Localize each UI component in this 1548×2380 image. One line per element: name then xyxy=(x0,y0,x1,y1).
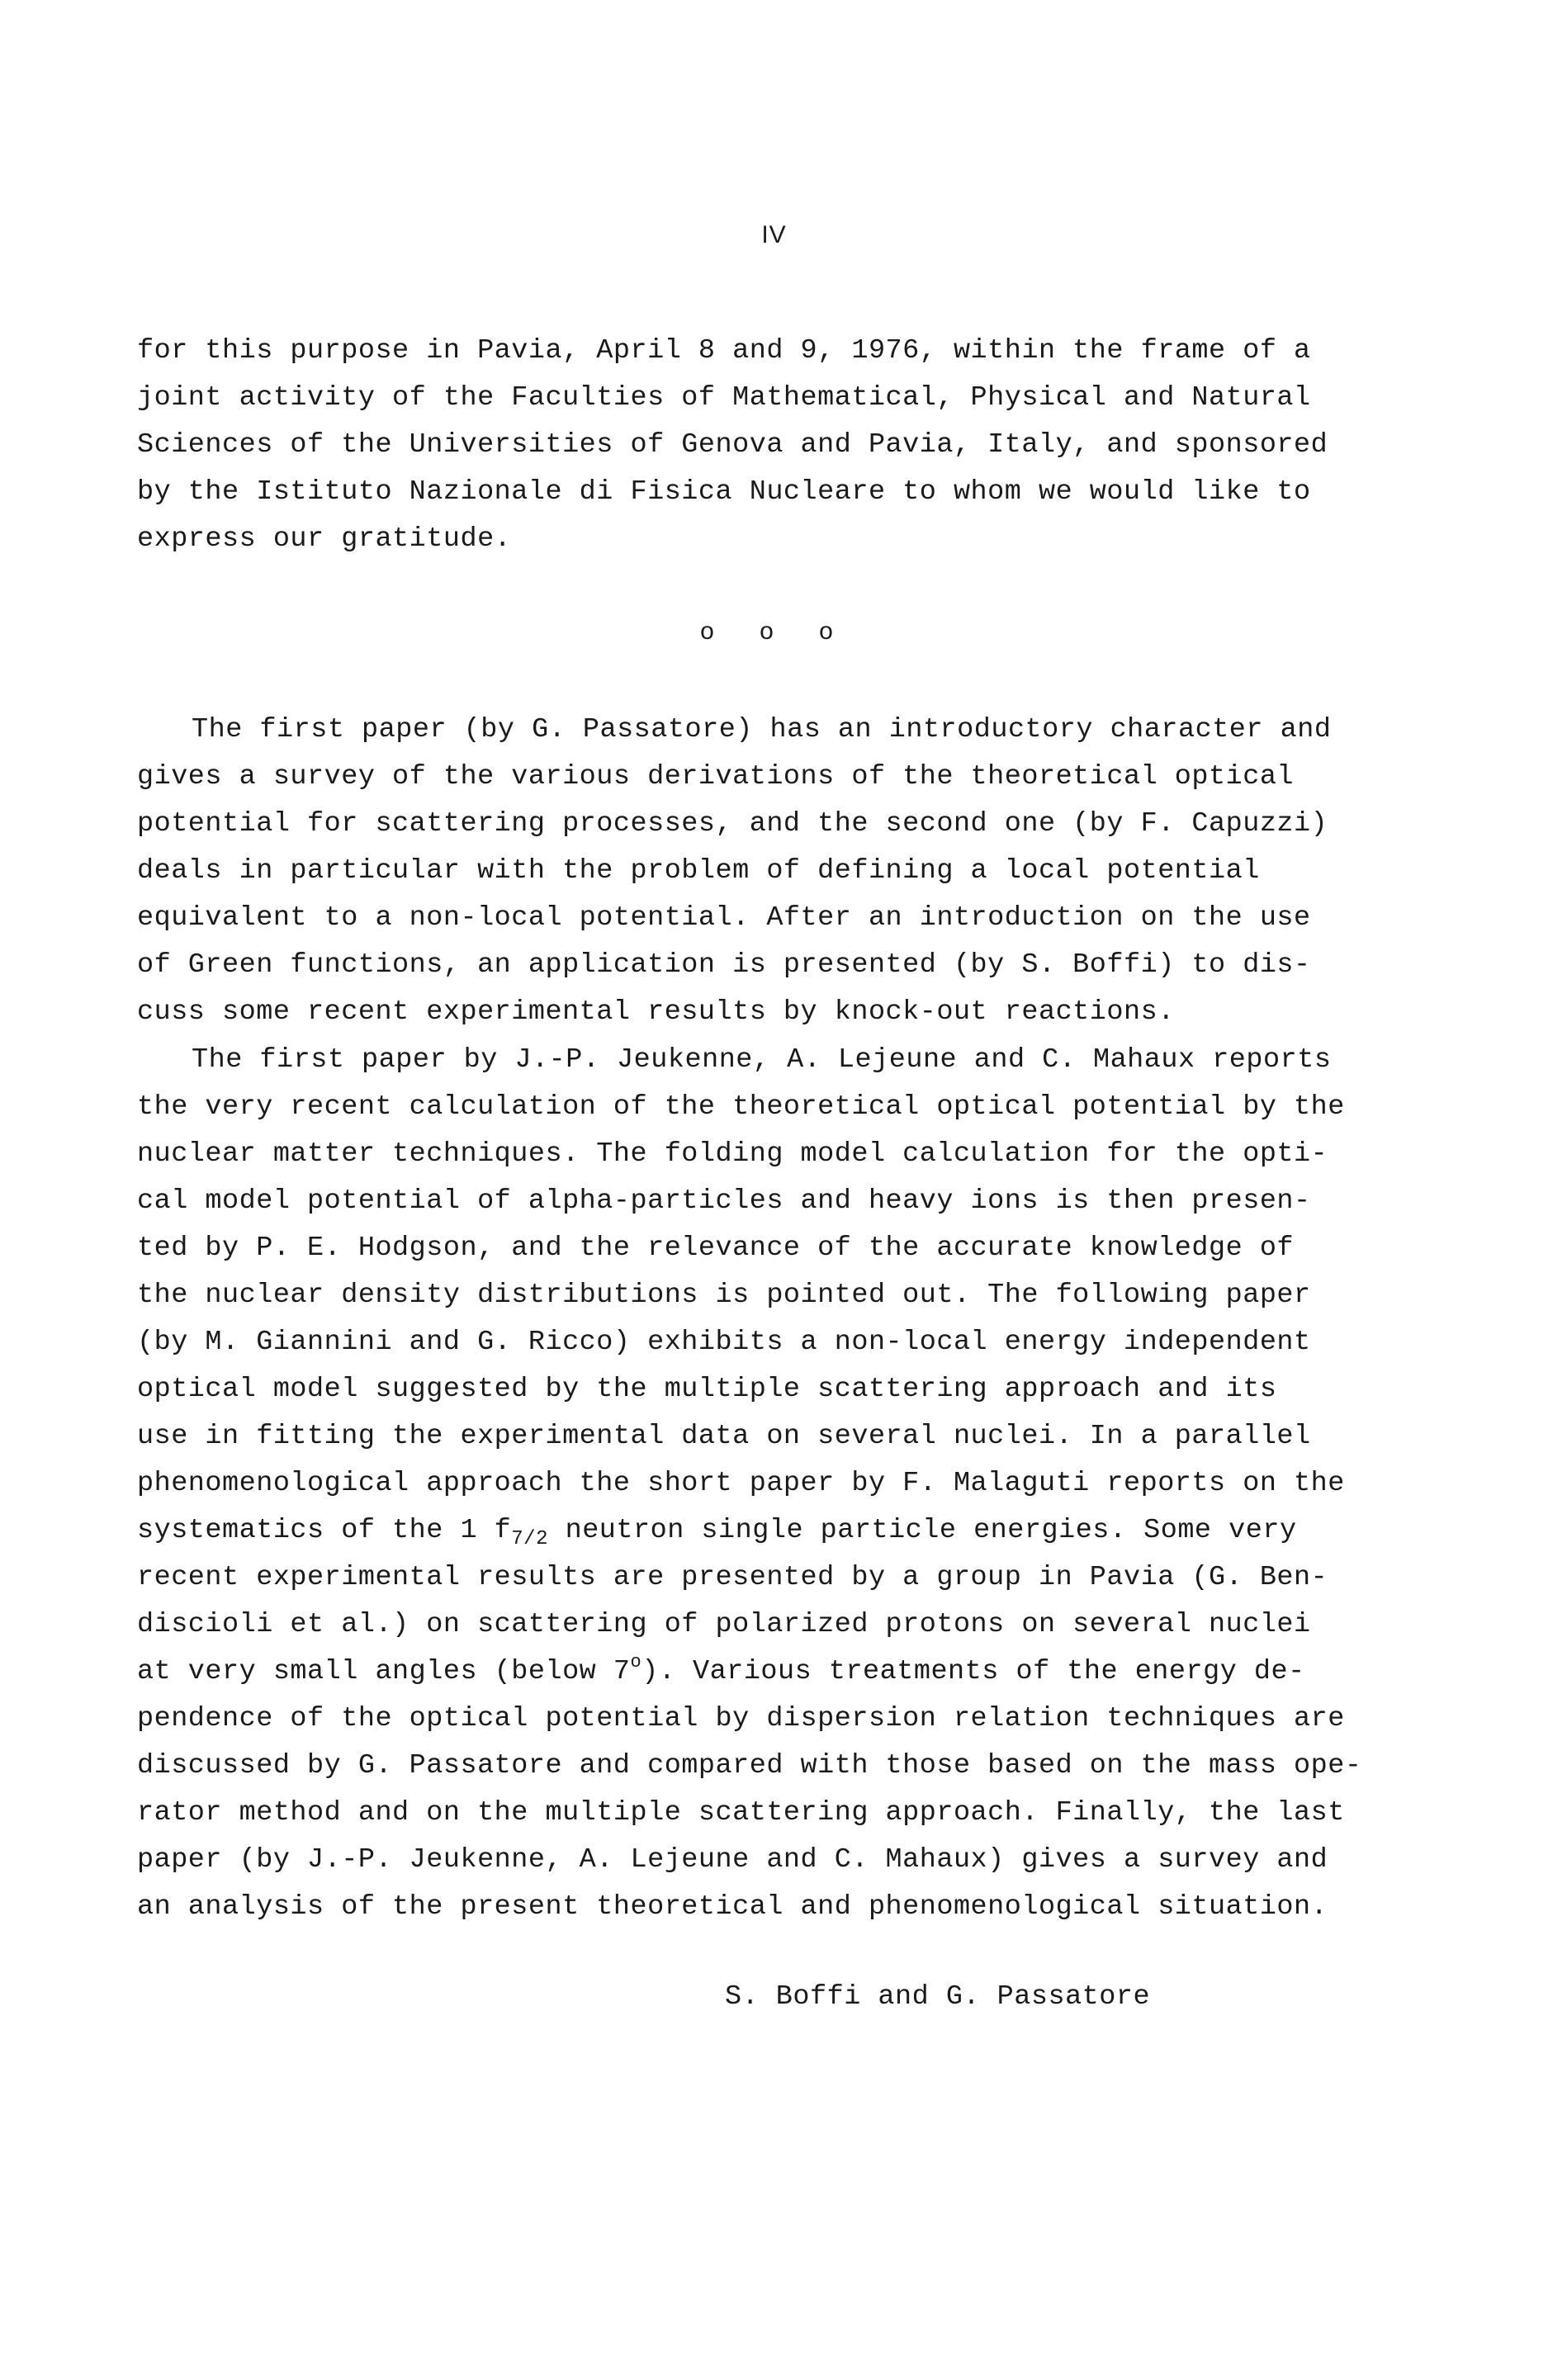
text-line: optical model suggested by the multiple scattering approach and its xyxy=(137,1374,1277,1405)
text-line-with-subscript xyxy=(137,1507,1458,1554)
intro-paragraph xyxy=(137,328,1458,563)
text-line: recent experimental results are presented by a group in Pavia (G. Ben- xyxy=(137,1562,1328,1593)
text-line: deals in particular with the problem of defining a local potential xyxy=(137,855,1260,887)
subscript: 7/2 xyxy=(511,1528,548,1550)
page-number: IV xyxy=(761,221,787,248)
line-segment: at very small angles (below 7 xyxy=(137,1656,631,1687)
line-segment: neutron single particle energies. Some very xyxy=(548,1515,1297,1546)
line-segment: ). Various treatments of the energy de- xyxy=(641,1656,1305,1687)
text-line: phenomenological approach the short paper by F. Malaguti reports on the xyxy=(137,1468,1345,1499)
text-line: express our gratitude. xyxy=(137,523,512,555)
text-line: by the Istituto Nazionale di Fisica Nucleare to whom we would like to xyxy=(137,476,1311,508)
text-line: rator method and on the multiple scattering approach. Finally, the last xyxy=(137,1797,1345,1829)
line-segment: systematics of the 1 f xyxy=(137,1515,512,1546)
text-line: pendence of the optical potential by dispersion relation techniques are xyxy=(137,1703,1345,1734)
paragraph-summary xyxy=(137,1037,1458,1931)
text-line: cuss some recent experimental results by knock-out reactions. xyxy=(137,996,1175,1028)
text-line-with-superscript xyxy=(137,1649,1458,1696)
text-line: The first paper (by G. Passatore) has an introductory character and xyxy=(192,714,1332,745)
text-line: (by M. Giannini and G. Ricco) exhibits a non-local energy independent xyxy=(137,1327,1311,1358)
text-line: discioli et al.) on scattering of polarized protons on several nuclei xyxy=(137,1609,1311,1640)
text-line: cal model potential of alpha-particles and heavy ions is then presen- xyxy=(137,1185,1311,1217)
text-line: ted by P. E. Hodgson, and the relevance of the accurate knowledge of xyxy=(137,1233,1295,1264)
paragraph-first-papers xyxy=(137,707,1458,1036)
text-line: joint activity of the Faculties of Mathematical, Physical and Natural xyxy=(137,382,1311,414)
text-line: The first paper by J.-P. Jeukenne, A. Lejeune and C. Mahaux reports xyxy=(192,1044,1332,1076)
text-line: the very recent calculation of the theoretical optical potential by the xyxy=(137,1091,1345,1123)
superscript: o xyxy=(630,1652,642,1673)
text-line: paper (by J.-P. Jeukenne, A. Lejeune and C. Mahaux) gives a survey and xyxy=(137,1844,1328,1876)
text-line: for this purpose in Pavia, April 8 and 9, 1976, within the frame of a xyxy=(137,335,1311,367)
text-line: the nuclear density distributions is pointed out. The following paper xyxy=(137,1280,1311,1311)
text-line: gives a survey of the various derivations of the theoretical optical xyxy=(137,761,1295,793)
text-line: Sciences of the Universities of Genova and Pavia, Italy, and sponsored xyxy=(137,429,1328,461)
text-line: potential for scattering processes, and the second one (by F. Capuzzi) xyxy=(137,808,1328,840)
text-line: discussed by G. Passatore and compared with those based on the mass ope- xyxy=(137,1750,1362,1781)
text-line: nuclear matter techniques. The folding model calculation for the opti- xyxy=(137,1138,1328,1170)
text-line: an analysis of the present theoretical and phenomenological situation. xyxy=(137,1891,1328,1923)
text-line: of Green functions, an application is presented (by S. Boffi) to dis- xyxy=(137,949,1311,981)
section-separator: o o o xyxy=(699,619,849,647)
signature: S. Boffi and G. Passatore xyxy=(725,1981,1151,2013)
text-line: use in fitting the experimental data on several nuclei. In a parallel xyxy=(137,1421,1311,1452)
text-line: equivalent to a non-local potential. After an introduction on the use xyxy=(137,902,1311,934)
